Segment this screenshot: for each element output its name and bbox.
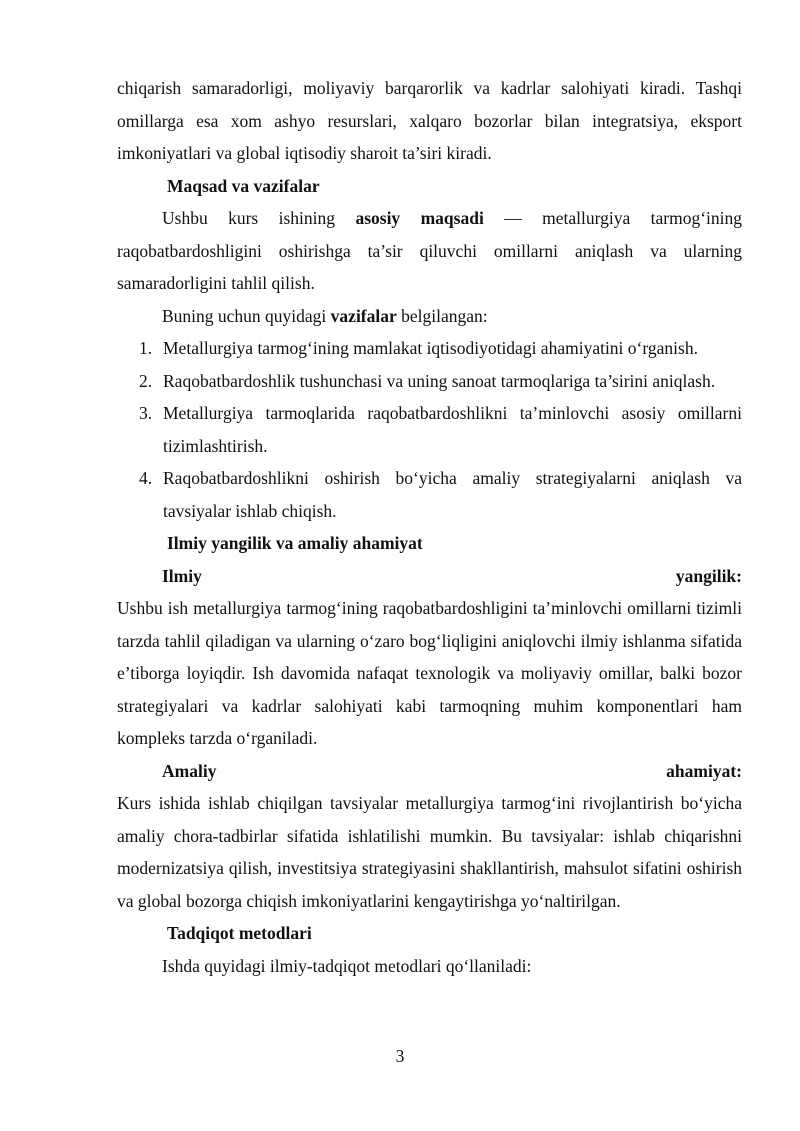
goal-text-before: Ushbu kurs ishining: [162, 208, 356, 228]
methods-intro-paragraph: Ishda quyidagi ilmiy-tadqiqot metodlari qo‘llaniladi:: [162, 955, 532, 976]
list-item-number: 4.: [139, 468, 153, 488]
tasks-text-before: Buning uchun quyidagi: [162, 305, 331, 326]
intro-paragraph: chiqarish samaradorligi, moliyaviy barqarorlik va kadrlar salohiyati kiradi. Tashqi omillarga esa xom ashyo resurslari, xalqaro bozorlar bilan integratsiya, eksport imkoniyatlari va global iqtisodiy sharoit ta’siri kiradi.: [117, 78, 742, 163]
section-heading-goals: Maqsad va vazifalar: [167, 175, 320, 196]
tasks-text-after: belgilangan:: [396, 305, 488, 326]
novelty-label-part1: Ilmiy: [162, 565, 202, 586]
list-item: [117, 462, 742, 527]
practical-label: [117, 755, 742, 788]
novelty-label: [117, 560, 742, 593]
practical-label-part1: Amaliy: [162, 760, 217, 781]
list-item: [117, 332, 742, 365]
list-item: [117, 397, 742, 462]
section-heading-novelty: Ilmiy yangilik va amaliy ahamiyat: [167, 533, 423, 553]
goal-bold-term: asosiy maqsadi: [355, 208, 484, 228]
list-item-text: Raqobatbardoshlikni oshirish bo‘yicha amaliy strategiyalarni aniqlash va tavsiyalar ishlab chiqish.: [163, 468, 742, 521]
list-item-text: Metallurgiya tarmoqlarida raqobatbardoshlikni ta’minlovchi asosiy omillarni tizimlashtirish.: [163, 403, 742, 456]
section-heading-methods: Tadqiqot metodlari: [167, 923, 312, 943]
page-number: 3: [395, 1046, 405, 1066]
tasks-intro-paragraph: [117, 300, 742, 333]
list-item-text: Raqobatbardoshlik tushunchasi va uning sanoat tarmoqlariga ta’sirini aniqlash.: [163, 370, 716, 391]
goal-paragraph: [117, 202, 742, 300]
novelty-paragraph: Ushbu ish metallurgiya tarmog‘ining raqobatbardoshligini ta’minlovchi omillarni tizimli tarzda tahlil qiladigan va ularning o‘zaro bog‘liqligini aniqlovchi ilmiy ishlanma sifatida e’tiborga loyiqdir. Ish davomida nafaqat texnologik va moliyaviy omillar, balki bozor strategiyalari va kadrlar salohiyati kabi tarmoqning muhim komponentlari ham kompleks tarzda o‘rganiladi.: [117, 598, 742, 748]
novelty-label-part2: yangilik:: [675, 565, 742, 586]
practical-paragraph: Kurs ishida ishlab chiqilgan tavsiyalar metallurgiya tarmog‘ini rivojlantirish bo‘yicha amaliy chora-tadbirlar sifatida ishlatilishi mumkin. Bu tavsiyalar: ishlab chiqarishni modernizatsiya qilish, investitsiya strategiyasini shakllantirish, mahsulot sifatini oshirish va global bozorga chiqish imkoniyatlarini kengaytirishga yo‘naltirilgan.: [117, 793, 742, 911]
page-content: [117, 72, 742, 982]
tasks-list: [117, 332, 742, 527]
practical-label-part2: ahamiyat:: [666, 760, 742, 781]
list-item-text: Metallurgiya tarmog‘ining mamlakat iqtisodiyotidagi ahamiyatini o‘rganish.: [163, 338, 698, 358]
list-item-number: 3.: [139, 403, 153, 423]
tasks-bold-term: vazifalar: [330, 305, 397, 326]
goal-text-after: — metallurgiya tarmog‘ining raqobatbardoshligini oshirishga ta’sir qiluvchi omillarni aniqlash va ularning samaradorligini tahlil qilish.: [117, 208, 743, 293]
list-item: [117, 365, 742, 398]
list-item-number: 1.: [139, 338, 153, 358]
list-item-number: 2.: [139, 370, 153, 391]
